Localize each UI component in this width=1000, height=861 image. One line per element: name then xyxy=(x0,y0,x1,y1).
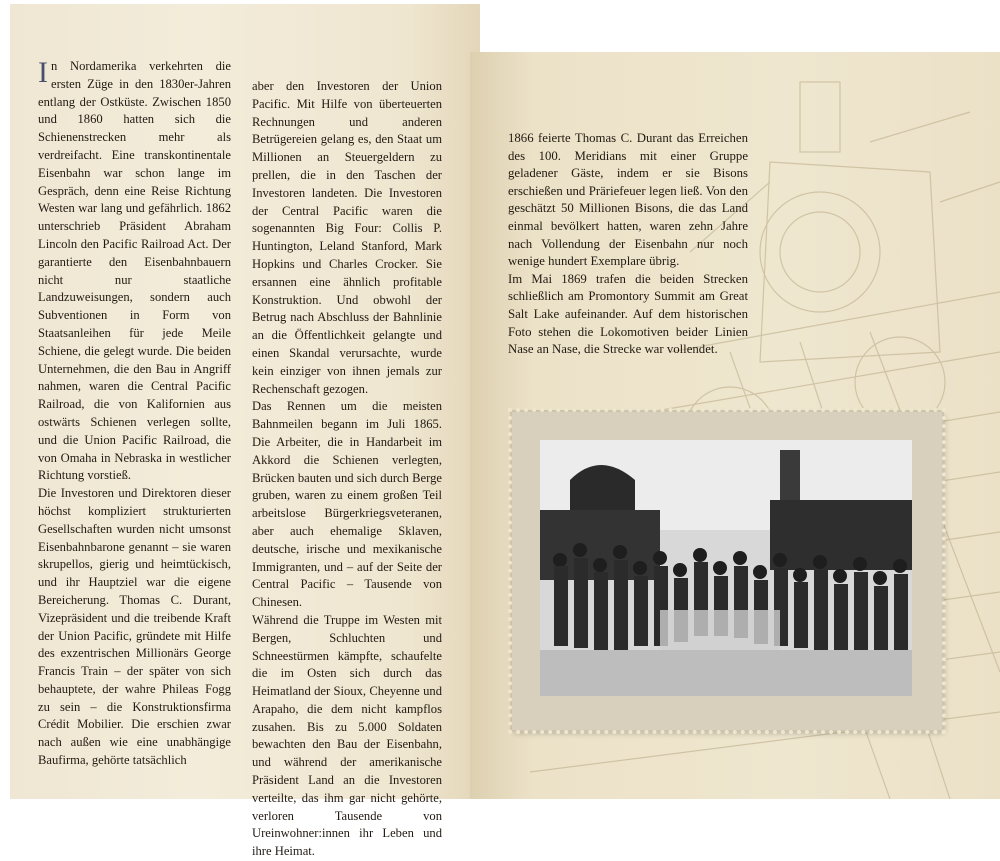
drop-cap: I xyxy=(38,56,48,89)
text-column-3 xyxy=(508,130,748,359)
text-column-2 xyxy=(252,78,442,861)
golden-spike-photo-icon xyxy=(540,440,912,696)
photo-frame xyxy=(512,412,942,730)
historic-photo xyxy=(540,440,912,696)
paragraph: Die Investoren und Direktoren dieser höchst kompliziert strukturierten Gesellschaften wurden nicht umsonst Eisenbahnbarone genannt – sie waren skrupellos, gierig und heimtückisch, und ihr Hauptziel war die eigene Bereicherung. Thomas C. Durant, Vizepräsident und die treibende Kraft der Union Pacific, gründete mit Hilfe des exzentrischen Millionärs George Francis Train – der später von sich behauptete, der wahre Phileas Fogg zu sein – die Konstruktionsfirma Crédit Mobilier. Die erschien zwar nach außen wie eine unabhängige Baufirma, gehörte tatsächlich xyxy=(38,486,231,768)
paragraph: 1866 feierte Thomas C. Durant das Erreichen des 100. Meridians mit einer Gruppe geladener Gäste, indem er sie Bisons erschießen und Präriefeuer legen ließ. Von den geschätzt 50 Millionen Bisons, die das Land einmal bevölkert hatten, waren zehn Jahre nach Vollendung der Eisenbahn nur noch wenige hundert Exemplare übrig. xyxy=(508,131,748,269)
paragraph: Während die Truppe im Westen mit Bergen, Schluchten und Schneestürmen kämpfte, schaufelte die im Osten sich durch das Heimatland der Sioux, Cheyenne und Arapaho, die dem nicht kampflos zusahen. Bis zu 5.000 Soldaten bewachten den Bau der Eisenbahn, und während der amerikanische Präsident Land an die Investoren verteilte, das ihm gar nicht gehörte, verloren Tausende von Ureinwohner:innen ihr Leben und ihre Heimat. xyxy=(252,612,442,859)
paragraph: Im Mai 1869 trafen die beiden Strecken schließlich am Promontory Summit am Great Salt Lake aufeinander. Auf dem historischen Foto stehen die Lokomotiven beider Linien Nase an Nase, die Strecke war vollendet. xyxy=(508,271,748,357)
paragraph: n Nordamerika verkehrten die ersten Züge in den 1830er-Jahren entlang der Ostküste. Zwischen 1850 und 1860 hatten sich die Schienenstrecken mehr als verdreifacht. Eine transkontinentale Eisenbahn war schon lange im Gespräch, denn eine Reise Richtung Westen war lang und gefährlich. 1862 unterschrieb Präsident Abraham Lincoln den Pacific Railroad Act. Der garantierte den Eisenbahnbauern nicht nur staatliche Landzuweisungen, sondern auch Subventionen in Form von Staatsanleihen für jede Meile Schiene, die gelegt wurde. Die beiden Unternehmen, die den Bau in Angriff nahmen, waren die Central Pacific Railroad, die von Kalifornien aus ostwärts Schienen verlegen sollte, und die Union Pacific Railroad, die von Omaha in Nebraska in westlicher Richtung vorstieß. xyxy=(38,59,231,483)
paragraph: aber den Investoren der Union Pacific. Mit Hilfe von überteuerten Rechnungen und anderen Betrügereien gelang es, den Staat um Millionen an Steuergeldern zu prellen, die in den Taschen der Investoren landeten. Die Investoren der Central Pacific waren die sogenannten Big Four: Collis P. Huntington, Leland Stanford, Mark Hopkins und Charles Crocker. Sie ersannen eine ähnlich profitable Konstruktion. Und obwohl der Betrug nach Abschluss der Bahnlinie an die Öffentlichkeit gelangte und einen Skandal verursachte, wurde kein einziger von ihnen jemals zur Rechenschaft gezogen. xyxy=(252,79,442,396)
text-column-1 xyxy=(38,58,231,770)
paragraph: Das Rennen um die meisten Bahnmeilen begann im Juli 1865. Die Arbeiter, die in Handarbeit im Akkord die Schienen verlegten, Brücken bauten und sich durch Berge gruben, waren zu einem großen Teil arbeitslose Bürgerkriegsveteranen, aber auch ehemalige Sklaven, deutsche, irische und mexikanische Immigranten, und – auf der Seite der Central Pacific – Tausende von Chinesen. xyxy=(252,399,442,610)
